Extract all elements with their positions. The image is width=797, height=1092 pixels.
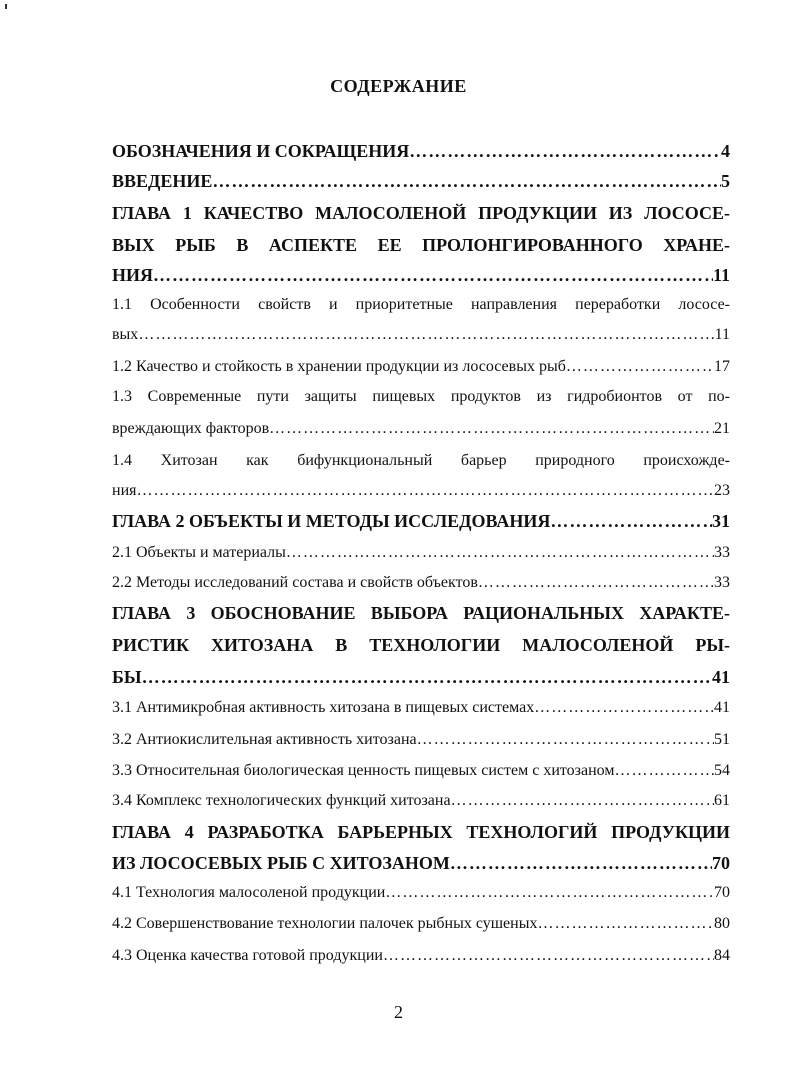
toc-leader-dots: [550, 510, 712, 532]
toc-entry-text: вреждающих факторов: [112, 420, 270, 437]
toc-entry-designations[interactable]: [112, 140, 730, 162]
toc-leader-dots: [614, 760, 714, 782]
toc-entry-page: 84: [714, 947, 730, 964]
toc-leader-dots: [537, 913, 714, 935]
toc-entry-2-2[interactable]: [112, 572, 730, 594]
toc-entry-page: 21: [714, 420, 730, 437]
toc-entry-4-3[interactable]: [112, 945, 730, 967]
toc-entry-chapter-4-line-1[interactable]: ГЛАВА 4 РАЗРАБОТКА БАРЬЕРНЫХ ТЕХНОЛОГИЙ ПРОДУКЦИИ: [112, 822, 730, 842]
toc-entry-text: 4.2 Совершенствование технологии палочек рыбных сушеных: [112, 915, 538, 932]
toc-leader-dots: [566, 356, 714, 378]
toc-entry-page: 33: [714, 574, 730, 591]
toc-leader-dots: [138, 324, 714, 346]
toc-entry-chapter-3-line-2[interactable]: РИСТИК ХИТОЗАНА В ТЕХНОЛОГИИ МАЛОСОЛЕНОЙ РЫ-: [112, 635, 730, 655]
toc-leader-dots: [212, 170, 721, 192]
toc-entry-1-3-line-1[interactable]: 1.3 Современные пути защиты пищевых продуктов из гидробионтов от по-: [112, 388, 730, 405]
toc-entry-3-2[interactable]: [112, 729, 730, 751]
toc-leader-dots: [269, 418, 714, 440]
toc-leader-dots: [142, 666, 712, 688]
toc-entry-chapter-1-line-3[interactable]: [112, 264, 730, 286]
toc-entry-1-1-line-2[interactable]: [112, 324, 730, 346]
toc-entry-chapter-1-line-2[interactable]: ВЫХ РЫБ В АСПЕКТЕ ЕЕ ПРОЛОНГИРОВАННОГО ХРАНЕ-: [112, 235, 730, 255]
toc-entry-page: 61: [714, 792, 730, 809]
toc-entry-text: 2.2 Методы исследований состава и свойств объектов: [112, 574, 478, 591]
toc-entry-page: 17: [714, 358, 730, 375]
toc-entry-4-1[interactable]: [112, 882, 730, 904]
toc-entry-page: 54: [714, 762, 730, 779]
toc-entry-1-3-line-2[interactable]: [112, 418, 730, 440]
toc-entry-text: ОБОЗНАЧЕНИЯ И СОКРАЩЕНИЯ: [112, 141, 410, 161]
toc-entry-text: 3.4 Комплекс технологических функций хитозана: [112, 792, 451, 809]
toc-leader-dots: [478, 572, 714, 594]
toc-leader-dots: [417, 729, 714, 751]
toc-leader-dots: [383, 945, 714, 967]
toc-entry-page: 70: [714, 884, 730, 901]
page-title: СОДЕРЖАНИЕ: [330, 76, 467, 96]
toc-entry-1-4-line-1[interactable]: 1.4 Хитозан как бифункциональный барьер природного происхожде-: [112, 452, 730, 469]
toc-entry-page: 11: [712, 265, 730, 285]
toc-entry-text: 2.1 Объекты и материалы: [112, 544, 286, 561]
toc-entry-page: 4: [721, 141, 730, 161]
toc-entry-text: ГЛАВА 2 ОБЪЕКТЫ И МЕТОДЫ ИССЛЕДОВАНИЯ: [112, 511, 551, 531]
toc-entry-page: 41: [714, 699, 730, 716]
toc-entry-text: НИЯ: [112, 265, 154, 285]
toc-entry-4-2[interactable]: [112, 913, 730, 935]
toc-entry-text: БЫ: [112, 667, 142, 687]
toc-entry-1-4-line-2[interactable]: [112, 480, 730, 502]
toc-entry-text: 3.3 Относительная биологическая ценность пищевых систем с хитозаном: [112, 762, 615, 779]
toc-entry-1-1-line-1[interactable]: 1.1 Особенности свойств и приоритетные направления переработки лососе-: [112, 296, 730, 313]
toc-entry-1-2[interactable]: [112, 356, 730, 378]
toc-entry-text: ВВЕДЕНИЕ: [112, 171, 213, 191]
toc-entry-text: 3.1 Антимикробная активность хитозана в пищевых системах: [112, 699, 535, 716]
toc-leader-dots: [450, 852, 712, 874]
toc-entry-3-4[interactable]: [112, 790, 730, 812]
toc-entry-2-1[interactable]: [112, 542, 730, 564]
toc-leader-dots: [451, 790, 714, 812]
page-number: 2: [394, 1002, 403, 1022]
toc-leader-dots: [136, 480, 714, 502]
toc-entry-text: 3.2 Антиокислительная активность хитозана: [112, 731, 417, 748]
toc-entry-chapter-1-line-1[interactable]: ГЛАВА 1 КАЧЕСТВО МАЛОСОЛЕНОЙ ПРОДУКЦИИ ИЗ ЛОСОСЕ-: [112, 203, 730, 223]
toc-entry-chapter-3-line-3[interactable]: [112, 666, 730, 688]
toc-leader-dots: [385, 882, 714, 904]
toc-entry-chapter-4-line-2[interactable]: [112, 852, 730, 874]
toc-entry-chapter-3-line-1[interactable]: ГЛАВА 3 ОБОСНОВАНИЕ ВЫБОРА РАЦИОНАЛЬНЫХ ХАРАКТЕ-: [112, 603, 730, 623]
toc-entry-page: 41: [712, 667, 730, 687]
toc-leader-dots: [409, 140, 721, 162]
toc-entry-text: 4.3 Оценка качества готовой продукции: [112, 947, 383, 964]
toc-entry-page: 33: [714, 544, 730, 561]
toc-entry-page: 31: [712, 511, 730, 531]
toc-entry-text: ИЗ ЛОСОСЕВЫХ РЫБ С ХИТОЗАНОМ: [112, 853, 450, 873]
toc-entry-page: 80: [714, 915, 730, 932]
toc-entry-text: 4.1 Технология малосоленой продукции: [112, 884, 386, 901]
toc-entry-introduction[interactable]: [112, 170, 730, 192]
toc-entry-text: 1.2 Качество и стойкость в хранении продукции из лососевых рыб: [112, 358, 566, 375]
scan-mark: [5, 4, 7, 9]
toc-leader-dots: [286, 542, 714, 564]
toc-entry-3-1[interactable]: [112, 697, 730, 719]
toc-entry-text: ния: [112, 482, 137, 499]
toc-entry-chapter-2[interactable]: [112, 510, 730, 532]
toc-leader-dots: [153, 264, 713, 286]
toc-entry-text: вых: [112, 326, 139, 343]
toc-entry-page: 51: [714, 731, 730, 748]
toc-entry-page: 23: [714, 482, 730, 499]
toc-entry-3-3[interactable]: [112, 760, 730, 782]
toc-entry-page: 70: [712, 853, 730, 873]
toc-leader-dots: [534, 697, 714, 719]
toc-entry-page: 11: [714, 326, 730, 343]
toc-entry-page: 5: [721, 171, 730, 191]
